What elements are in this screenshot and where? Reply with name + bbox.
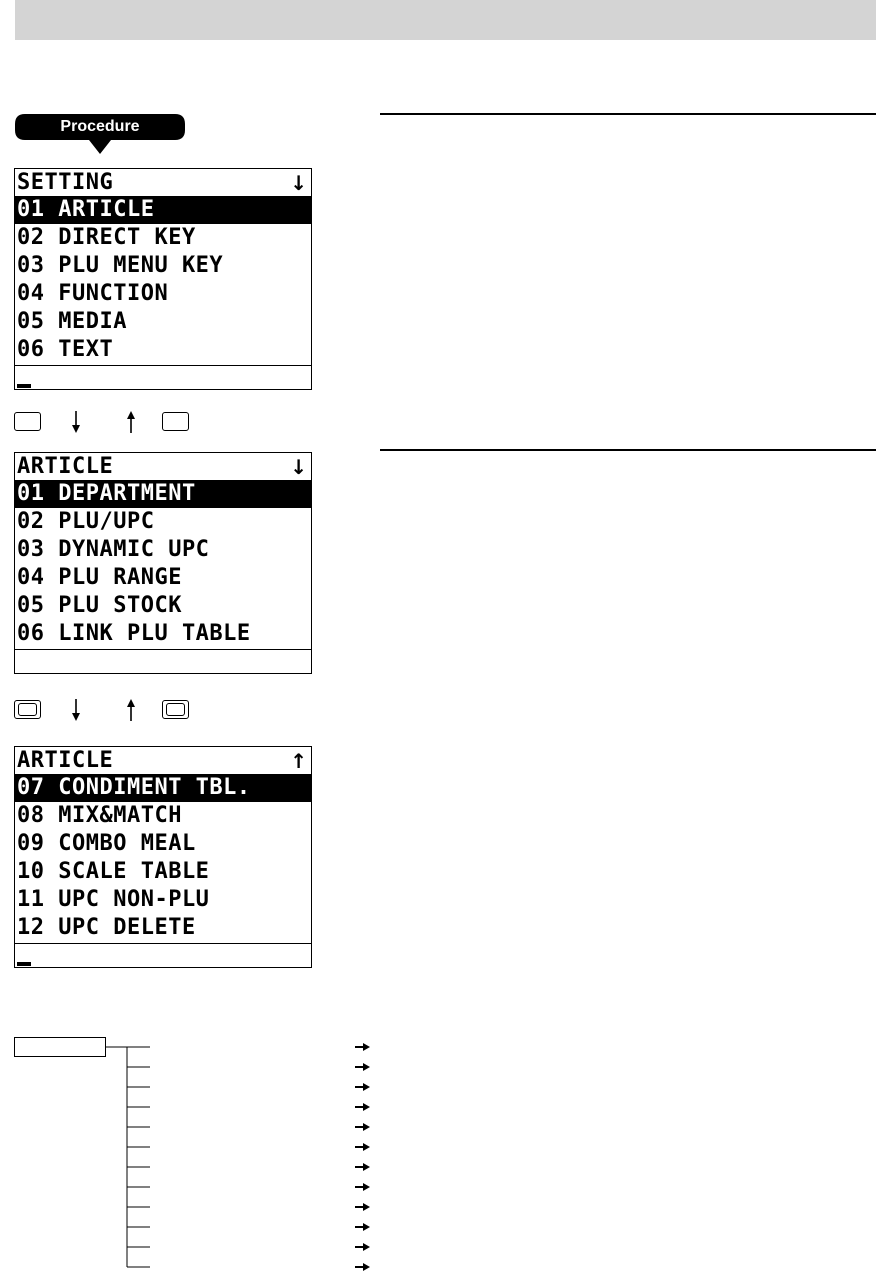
scroll-down-icon: ↓ [290, 455, 307, 479]
menu-item-function[interactable]: 04 FUNCTION [17, 281, 169, 306]
navigation-keys [14, 410, 214, 434]
scroll-down-icon: ↓ [290, 171, 307, 195]
lcd-input-divider [15, 649, 311, 650]
lcd-title-row [15, 747, 311, 774]
section-rule [380, 449, 876, 451]
menu-item-article[interactable]: 01 ARTICLE [15, 196, 311, 224]
pointer-arrowhead [363, 1203, 370, 1211]
menu-item-combo-meal[interactable]: 09 COMBO MEAL [17, 831, 196, 856]
menu-item-text[interactable]: 06 TEXT [17, 337, 114, 362]
pointer-arrowhead [363, 1123, 370, 1131]
lcd-screen-article-page2 [14, 746, 312, 968]
menu-item-plu-upc[interactable]: 02 PLU/UPC [17, 509, 155, 534]
key-button[interactable] [14, 700, 41, 719]
navigation-keys [14, 698, 214, 722]
lcd-screen-article [14, 452, 312, 674]
lcd-menu-list [15, 196, 311, 364]
pointer-arrowhead [363, 1183, 370, 1191]
down-arrow-icon [70, 410, 82, 434]
lcd-title: SETTING [17, 170, 114, 195]
up-arrow-icon [125, 698, 137, 722]
menu-tree-diagram [0, 1035, 876, 1271]
menu-item-direct-key[interactable]: 02 DIRECT KEY [17, 225, 196, 250]
menu-item-scale-table[interactable]: 10 SCALE TABLE [17, 859, 210, 884]
menu-item-media[interactable]: 05 MEDIA [17, 309, 127, 334]
lcd-menu-list [15, 774, 311, 942]
input-cursor [17, 962, 31, 966]
pointer-arrowhead [363, 1043, 370, 1051]
lcd-screen-setting [14, 168, 312, 390]
header-bar [15, 0, 876, 40]
tree-lines [0, 1035, 876, 1271]
pointer-arrowhead [363, 1143, 370, 1151]
pointer-arrowhead [363, 1223, 370, 1231]
pointer-arrowhead [363, 1243, 370, 1251]
menu-item-condiment-tbl[interactable]: 07 CONDIMENT TBL. [15, 774, 311, 802]
menu-item-mix-match[interactable]: 08 MIX&MATCH [17, 803, 182, 828]
key-button[interactable] [162, 700, 189, 719]
lcd-title: ARTICLE [17, 748, 114, 773]
lcd-title: ARTICLE [17, 454, 114, 479]
menu-item-plu-stock[interactable]: 05 PLU STOCK [17, 593, 182, 618]
pointer-arrowhead [363, 1083, 370, 1091]
down-arrow-icon [70, 698, 82, 722]
lcd-title-row [15, 453, 311, 480]
key-button[interactable] [14, 412, 41, 431]
scroll-up-icon: ↑ [290, 749, 307, 773]
menu-item-plu-menu-key[interactable]: 03 PLU MENU KEY [17, 253, 224, 278]
menu-item-upc-delete[interactable]: 12 UPC DELETE [17, 915, 196, 940]
lcd-menu-list [15, 480, 311, 648]
menu-item-link-plu-table[interactable]: 06 LINK PLU TABLE [17, 621, 251, 646]
up-arrow-icon [125, 410, 137, 434]
pointer-arrowhead [363, 1163, 370, 1171]
lcd-title-row [15, 169, 311, 196]
procedure-label: Procedure [60, 118, 140, 135]
pointer-arrowhead [363, 1063, 370, 1071]
key-button[interactable] [162, 412, 189, 431]
section-rule [380, 113, 876, 115]
menu-item-department[interactable]: 01 DEPARTMENT [15, 480, 311, 508]
menu-item-dynamic-upc[interactable]: 03 DYNAMIC UPC [17, 537, 210, 562]
pointer-arrowhead [363, 1103, 370, 1111]
menu-item-upc-non-plu[interactable]: 11 UPC NON-PLU [17, 887, 210, 912]
lcd-input-divider [15, 365, 311, 366]
lcd-input-divider [15, 943, 311, 944]
pointer-arrowhead [363, 1263, 370, 1271]
input-cursor [17, 384, 31, 388]
procedure-badge [15, 114, 185, 154]
menu-item-plu-range[interactable]: 04 PLU RANGE [17, 565, 182, 590]
